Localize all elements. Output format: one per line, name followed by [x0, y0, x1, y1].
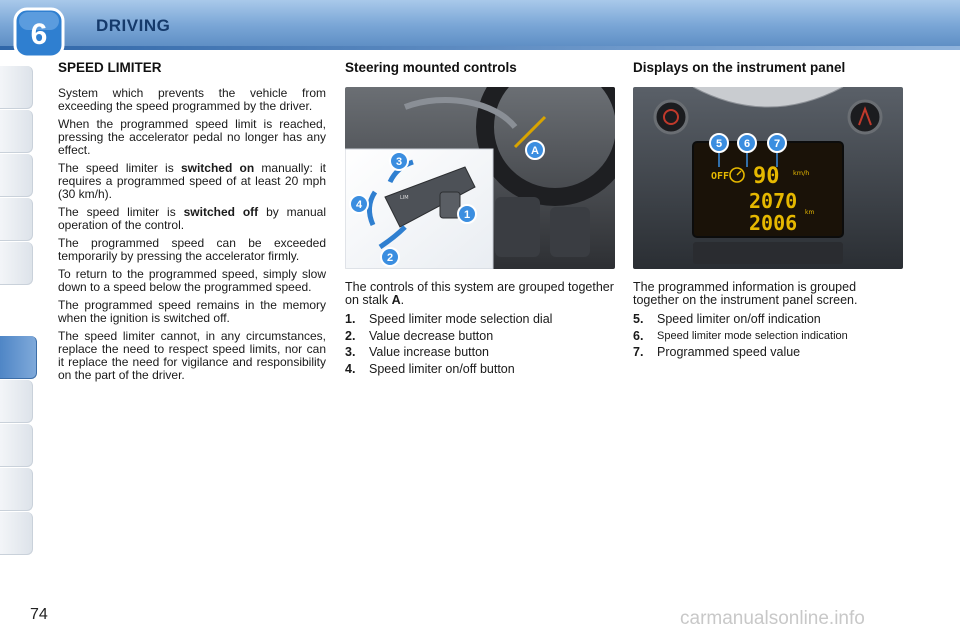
stalk-illustration — [345, 87, 615, 269]
body-paragraph: The programmed speed can be exceeded temporarily by pressing the accelerator firmly. — [58, 236, 326, 263]
chapter-title: DRIVING — [96, 16, 171, 35]
chapter-tab[interactable] — [0, 512, 33, 555]
speed-limiter-section — [58, 60, 326, 387]
callout-7 — [768, 134, 786, 152]
section-title: Steering mounted controls — [345, 60, 517, 75]
chapter-tab[interactable] — [0, 110, 33, 153]
list-item: 7. Programmed speed value — [633, 345, 801, 359]
lcd-unit-km: km — [805, 209, 815, 216]
svg-text:7: 7 — [773, 138, 781, 150]
chapter-tab[interactable] — [0, 198, 33, 241]
body-paragraph: When the programmed speed limit is reached, pressing the accelerator pedal no longer has any effect. — [58, 117, 326, 157]
header-divider — [0, 46, 960, 50]
controls-list — [345, 311, 617, 377]
chapter-tab[interactable] — [0, 242, 33, 285]
chapter-tab[interactable] — [0, 66, 33, 109]
chapter-tab-active[interactable] — [0, 336, 37, 379]
chapter-tab[interactable] — [0, 424, 33, 467]
body-paragraph: The speed limiter is switched off by manual operation of the control. — [58, 205, 326, 232]
callout-1 — [458, 205, 476, 223]
svg-text:1: 1 — [463, 209, 471, 221]
lcd-speed: 90 — [753, 164, 780, 189]
list-item: 6. Speed limiter mode selection indication — [633, 328, 848, 343]
svg-text:LIM: LIM — [400, 195, 409, 201]
list-item: 3. Value increase button — [345, 345, 489, 359]
lcd-line-2: 2070 — [749, 189, 798, 213]
body-paragraph: System which prevents the vehicle from exceeding the speed programmed by the driver. — [58, 86, 326, 113]
panel-intro: The programmed information is grouped together on the instrument panel screen. — [633, 280, 858, 307]
callout-5 — [710, 134, 728, 152]
body-paragraph: The programmed speed remains in the memory when the ignition is switched off. — [58, 298, 326, 325]
callout-4 — [350, 195, 368, 213]
svg-text:4: 4 — [355, 199, 363, 211]
body-paragraph: The speed limiter is switched on manually: it requires a programmed speed of at least 20 mph (30 km/h). — [58, 161, 326, 201]
list-item: 5. Speed limiter on/off indication — [633, 312, 821, 326]
steering-stalk-photo — [345, 87, 615, 269]
svg-text:2: 2 — [386, 252, 394, 264]
callout-2 — [381, 248, 399, 266]
watermark: carmanualsonline.info — [680, 608, 865, 629]
body-text — [58, 87, 326, 382]
steering-controls-section — [345, 60, 617, 377]
body-paragraph: The speed limiter cannot, in any circumstances, replace the need to respect speed limits, nor can it replace the need for vigilance and responsibility on the part of the driver. — [58, 329, 326, 382]
body-paragraph: To return to the programmed speed, simply slow down to a speed below the programmed speed. — [58, 267, 326, 294]
chapter-tab-rail — [0, 60, 40, 580]
controls-intro: The controls of this system are grouped together on stalk A. — [345, 280, 614, 307]
callout-A — [526, 141, 544, 159]
svg-text:3: 3 — [395, 156, 403, 168]
lcd-off-text: OFF — [711, 171, 730, 182]
lcd-unit-kmh: km/h — [793, 169, 810, 177]
section-title: Displays on the instrument panel — [633, 60, 846, 75]
chapter-number: 6 — [30, 18, 48, 51]
svg-text:6: 6 — [743, 138, 751, 150]
instrument-panel-photo — [633, 87, 903, 269]
chapter-tab[interactable] — [0, 468, 33, 511]
instrument-panel-section — [633, 60, 905, 361]
chapter-tab[interactable] — [0, 154, 33, 197]
list-item: 1. Speed limiter mode selection dial — [345, 312, 553, 326]
list-item: 4. Speed limiter on/off button — [345, 361, 515, 376]
callout-6 — [738, 134, 756, 152]
section-title: SPEED LIMITER — [58, 60, 162, 75]
instrument-cluster-illustration — [633, 87, 903, 269]
chapter-badge — [12, 6, 66, 60]
list-item: 2. Value decrease button — [345, 328, 494, 343]
svg-text:A: A — [531, 145, 539, 157]
chapter-tab[interactable] — [0, 380, 33, 423]
svg-text:5: 5 — [715, 138, 723, 150]
lcd-line-3: 2006 — [749, 211, 798, 235]
callout-3 — [390, 152, 408, 170]
page-number: 74 — [30, 606, 48, 623]
panel-list — [633, 311, 905, 361]
